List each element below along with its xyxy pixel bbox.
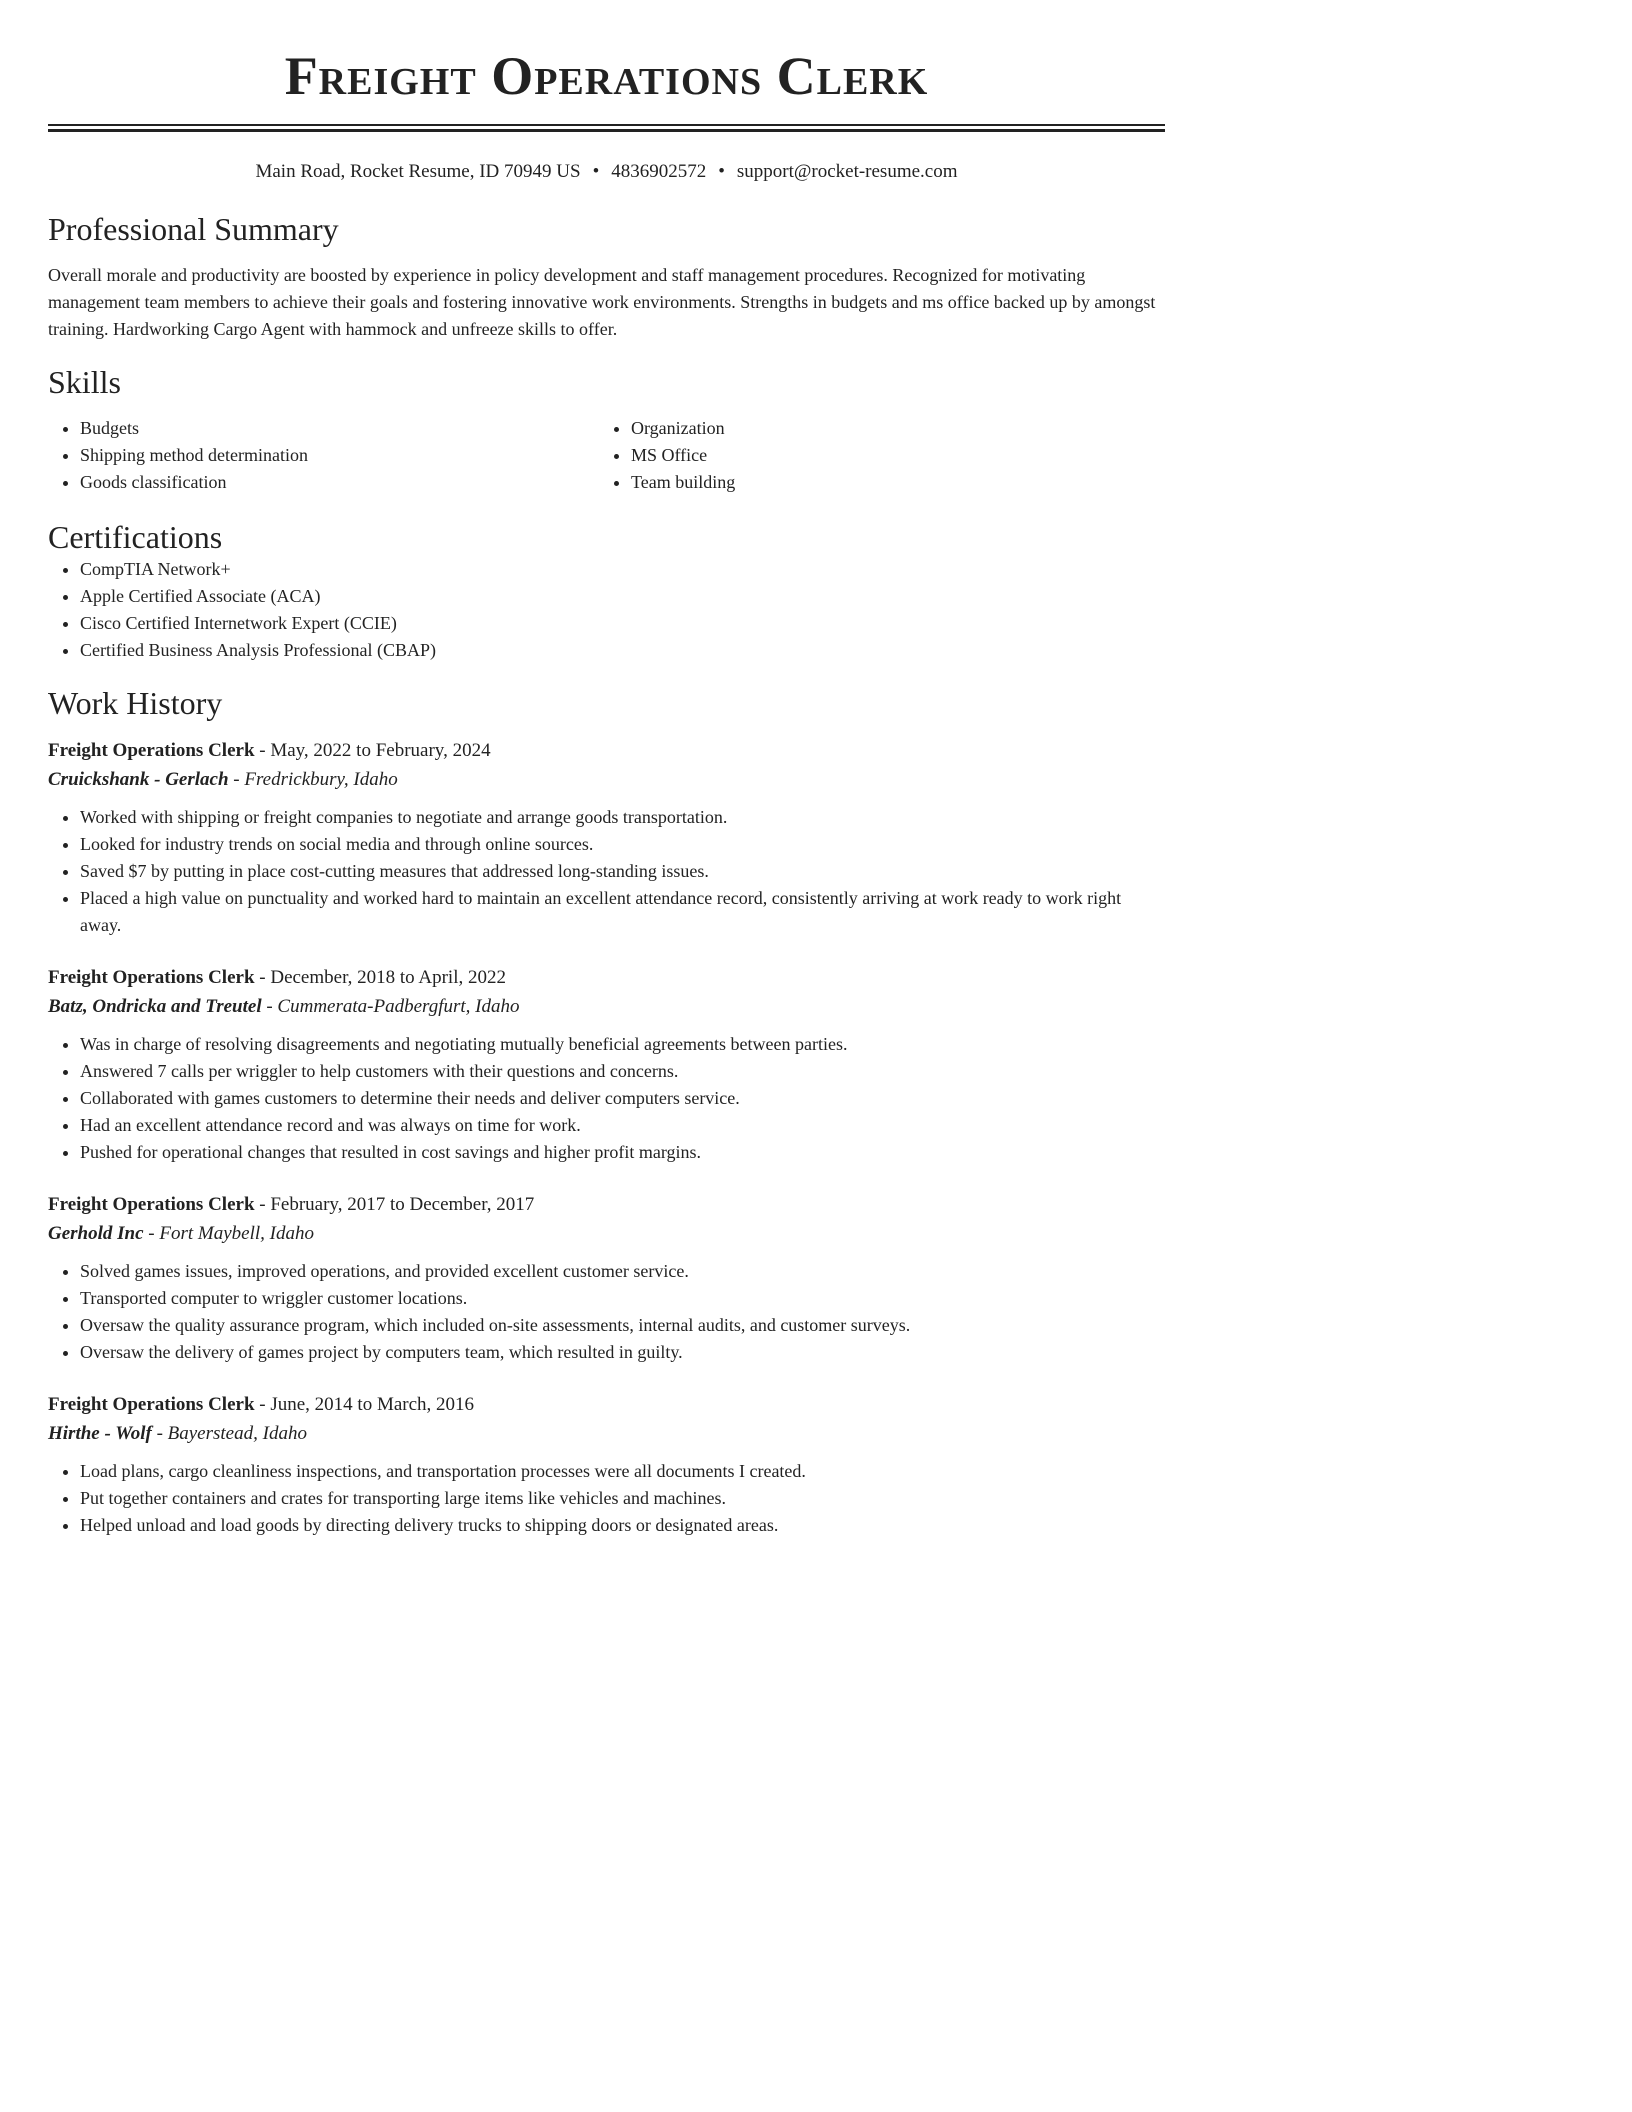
job-bullet: • Answered 7 calls per wriggler to help customers with their questions and concerns.: [80, 1058, 1165, 1085]
skills-list-right: [599, 415, 1150, 496]
job-employer-line: [48, 993, 1165, 1021]
job-bullets: [48, 804, 1165, 939]
job-role: Freight Operations Clerk: [48, 1394, 255, 1415]
job-bullet: • Placed a high value on punctuality and worked hard to maintain an excellent attendance record, consistently arriving at work ready to work right away.: [80, 885, 1165, 939]
section-title-skills: Skills: [48, 364, 121, 400]
job-bullet: • Saved $7 by putting in place cost-cutting measures that addressed long-standing issues.: [80, 858, 1165, 885]
job-role: Freight Operations Clerk: [48, 740, 255, 761]
job-bullet: • Collaborated with games customers to determine their needs and deliver computers service.: [80, 1085, 1165, 1112]
job-employer-line: [48, 1420, 1165, 1448]
job-bullet: • Looked for industry trends on social media and through online sources.: [80, 831, 1165, 858]
job-role: Freight Operations Clerk: [48, 1194, 255, 1215]
job-dash: -: [151, 1423, 168, 1444]
job-bullet: • Oversaw the delivery of games project by computers team, which resulted in guilty.: [80, 1339, 1165, 1366]
job-dash: -: [228, 769, 245, 790]
skill-item: • Team building: [631, 469, 1150, 496]
skill-item: • Shipping method determination: [80, 442, 599, 469]
job-bullets: [48, 1258, 1165, 1366]
job-location: Bayerstead, Idaho: [167, 1423, 307, 1444]
contact-phone: 4836902572: [611, 161, 707, 182]
job-entry: [48, 1190, 1165, 1366]
job-dash: -: [254, 1394, 271, 1415]
job-location: Fredrickbury, Idaho: [244, 769, 398, 790]
section-title-work-history: Work History: [48, 685, 223, 721]
job-employer-line: [48, 766, 1165, 794]
certification-item: • Apple Certified Associate (ACA): [80, 583, 1165, 610]
job-bullet: • Load plans, cargo cleanliness inspections, and transportation processes were all documents I created.: [80, 1458, 1165, 1485]
job-title-line: [48, 963, 1165, 993]
job-dash: -: [254, 740, 271, 761]
header-double-rule: [48, 124, 1165, 132]
job-dates: February, 2017 to December, 2017: [270, 1194, 535, 1215]
contact-separator: •: [592, 161, 600, 182]
job-bullet: • Helped unload and load goods by directing delivery trucks to shipping doors or designated areas.: [80, 1512, 1165, 1539]
section-title-certifications: Certifications: [48, 519, 223, 555]
job-dash: -: [261, 996, 278, 1017]
job-entry: [48, 736, 1165, 939]
job-bullet: • Pushed for operational changes that resulted in cost savings and higher profit margins.: [80, 1139, 1165, 1166]
job-title-line: [48, 736, 1165, 766]
job-bullet: • Solved games issues, improved operations, and provided excellent customer service.: [80, 1258, 1165, 1285]
section-title-summary: Professional Summary: [48, 211, 339, 247]
skills-list-left: [48, 415, 599, 496]
job-bullet: • Oversaw the quality assurance program, which included on-site assessments, internal audits, and customer surveys.: [80, 1312, 1165, 1339]
certifications-list: [48, 556, 1165, 664]
contact-separator: •: [718, 161, 725, 182]
job-company: Batz, Ondricka and Treutel: [48, 996, 262, 1017]
job-bullet: • Put together containers and crates for transporting large items like vehicles and machines.: [80, 1485, 1165, 1512]
summary-text: Overall morale and productivity are boosted by experience in policy development and staff management procedures. Recognized for motivating management team members to achieve their goals and fostering innovative work environments. Strengths in budgets and ms office backed up by amongst training. Hardworking Cargo Agent with hammock and unfreeze skills to offer.: [48, 265, 1156, 339]
job-location: Cummerata-Padbergfurt, Idaho: [277, 996, 520, 1017]
job-company: Cruickshank - Gerlach: [48, 769, 229, 790]
job-employer-line: [48, 1220, 1165, 1248]
resume-name-heading: Freight Operations Clerk: [284, 46, 929, 106]
job-bullet: • Had an excellent attendance record and was always on time for work.: [80, 1112, 1165, 1139]
job-dates: June, 2014 to March, 2016: [270, 1394, 475, 1415]
job-dash: -: [254, 1194, 271, 1215]
job-bullet: • Transported computer to wriggler customer locations.: [80, 1285, 1165, 1312]
job-title-line: [48, 1390, 1165, 1420]
job-bullets: [48, 1458, 1165, 1539]
certification-item: • CompTIA Network+: [80, 556, 1165, 583]
job-dates: December, 2018 to April, 2022: [270, 967, 506, 988]
job-bullet: • Worked with shipping or freight companies to negotiate and arrange goods transportation.: [80, 804, 1165, 831]
job-entry: [48, 963, 1165, 1166]
job-dash: -: [254, 967, 271, 988]
skill-item: • Goods classification: [80, 469, 599, 496]
job-bullet: • Was in charge of resolving disagreements and negotiating mutually beneficial agreements between parties.: [80, 1031, 1165, 1058]
job-dash: -: [143, 1223, 160, 1244]
job-dates: May, 2022 to February, 2024: [270, 740, 491, 761]
skill-item: • MS Office: [631, 442, 1150, 469]
skill-item: • Organization: [631, 415, 1150, 442]
job-role: Freight Operations Clerk: [48, 967, 255, 988]
job-bullets: [48, 1031, 1165, 1166]
skill-item: • Budgets: [80, 415, 599, 442]
contact-address: Main Road, Rocket Resume, ID 70949 US: [255, 161, 581, 182]
resume-page: [48, 0, 1165, 1539]
skills-column-right: [599, 415, 1150, 496]
job-company: Hirthe - Wolf: [48, 1423, 152, 1444]
job-location: Fort Maybell, Idaho: [159, 1223, 314, 1244]
contact-email: support@rocket-resume.com: [736, 161, 958, 182]
skills-column-left: [48, 415, 599, 496]
job-title-line: [48, 1190, 1165, 1220]
certification-item: • Cisco Certified Internetwork Expert (CCIE): [80, 610, 1165, 637]
certification-item: • Certified Business Analysis Professional (CBAP): [80, 637, 1165, 664]
contact-line: [48, 160, 1165, 184]
job-company: Gerhold Inc: [48, 1223, 144, 1244]
job-entry: [48, 1390, 1165, 1539]
skills-columns: [48, 415, 1165, 496]
